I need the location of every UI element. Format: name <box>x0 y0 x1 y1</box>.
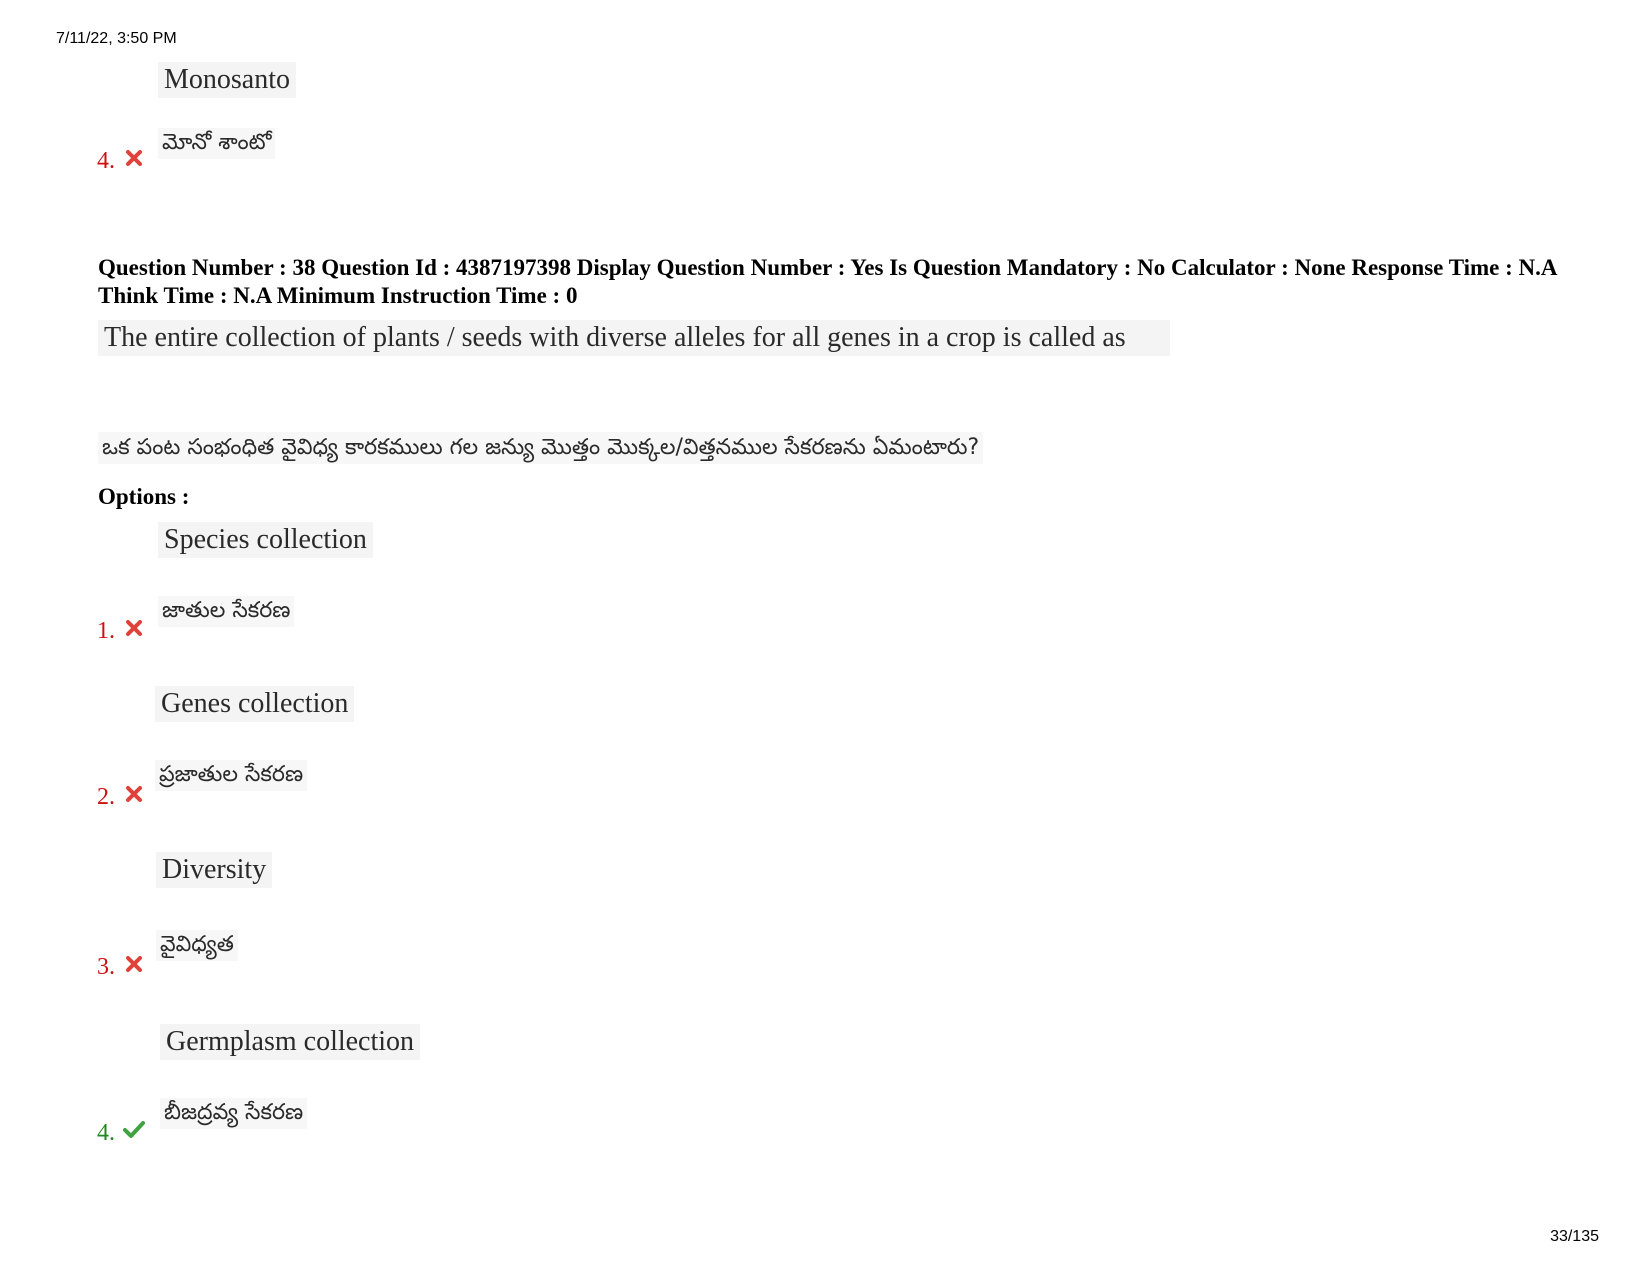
option-4-telugu: బీజద్రవ్య సేకరణ <box>160 1098 307 1129</box>
cross-icon <box>124 148 144 168</box>
options-label: Options : <box>98 484 190 509</box>
prev-option-4-telugu: మోనో శాంటో <box>158 128 275 159</box>
option-2-telugu: ప్రజాతుల సేకరణ <box>155 760 307 791</box>
option-1-telugu: జాతుల సేకరణ <box>158 596 294 627</box>
header-timestamp: 7/11/22, 3:50 PM <box>56 30 177 47</box>
option-2-english: Genes collection <box>155 686 354 722</box>
option-4-number: 4. <box>97 1120 115 1146</box>
question-meta: Question Number : 38 Question Id : 4387197398 Display Question Number : Yes Is Question Mandatory : No Calculator : None Response Time : N.A Think Time : N.A Minimum Instruction Time : 0 <box>98 255 1557 308</box>
prev-option-4-english: Monosanto <box>158 62 296 98</box>
option-4-english: Germplasm collection <box>160 1024 420 1060</box>
option-3-telugu: వైవిధ్యత <box>156 930 238 961</box>
page-indicator: 33/135 <box>1550 1228 1599 1245</box>
cross-icon <box>124 954 144 974</box>
check-icon <box>122 1120 146 1140</box>
prev-option-4-number: 4. <box>97 148 115 174</box>
option-3-number: 3. <box>97 954 115 980</box>
question-telugu: ఒక పంట సంభంధిత వైవిధ్య కారకములు గల జన్యు మొత్తం మొక్కల/విత్తనముల సేకరణను ఏమంటారు? <box>98 432 983 464</box>
cross-icon <box>124 784 144 804</box>
cross-icon <box>124 618 144 638</box>
option-2-number: 2. <box>97 784 115 810</box>
option-1-english: Species collection <box>158 522 373 558</box>
option-3-english: Diversity <box>156 852 272 888</box>
option-1-number: 1. <box>97 618 115 644</box>
question-english: The entire collection of plants / seeds with diverse alleles for all genes in a crop is called as <box>98 320 1170 356</box>
